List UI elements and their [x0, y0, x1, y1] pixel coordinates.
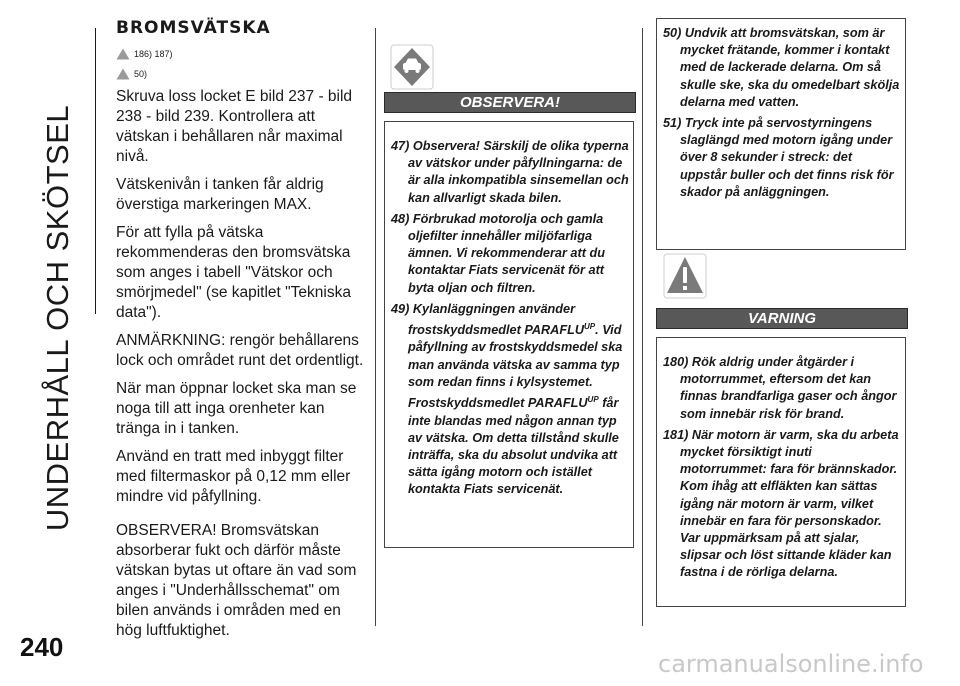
varning-box: [656, 337, 906, 607]
observera-item: 50) Undvik att bromsvätskan, som är mycket frätande, kommer i kontakt med de lackerade delarna. Om så skulle ske, ska du omedelbart skölja delarna med vatten.: [663, 26, 900, 109]
column-divider-1: [375, 28, 376, 626]
observera-item: 49) Kylanläggningen använder frostskyddsmedlet $PARAFLU^{UP}$. Vid påfyllning av frostskyddsmedel ska man använda vätska av samma typ som redan finns i kylsystemet. Frostskyddsmedlet $PARAFLU^{UP}$ får inte blandas med någon annan typ av vätska. Om detta tillstånd skulle inträffa, ska du absolut undvika att sätta igång motorn och istället kontakta Fiats servicenät.: [391, 301, 623, 497]
brake-fluid-section: [116, 18, 368, 649]
exclamation-warning-icon: [663, 253, 707, 304]
paragraph: Skruva loss locket E bild 237 - bild 238 - bild 239. Kontrollera att vätskan i behållaren når maximal nivå.: [116, 88, 353, 165]
observera-item: 48) Förbrukad motorolja och gamla oljefilter innehåller miljöfarliga ämnen. Vi rekommenderar att du kontaktar Fiats servicenät för att byta oljan och filtren.: [391, 211, 605, 295]
warning-ref-text: 186) 187): [134, 49, 173, 59]
paragraph: Använd en tratt med inbyggt filter med filtermaskor på 0,12 mm eller mindre vid påfyllning.: [116, 448, 351, 505]
note-ref-text: 50): [134, 69, 148, 79]
footer-watermark: carmanualsonline.info: [658, 650, 924, 678]
observera-continued-list: [657, 19, 905, 201]
paragraph: När man öppnar locket ska man se noga till att inga orenheter kan tränga in i tanken.: [116, 380, 357, 437]
varning-item: 180) Rök aldrig under åtgärder i motorrummet, eftersom det kan finnas brandfarliga gaser och ångor som innebär risk för brand.: [663, 355, 897, 421]
observera-continued-box: [656, 18, 906, 250]
varning-item: 181) När motorn är varm, ska du arbeta mycket försiktigt inuti motorrummet: fara för brännskador. Kom ihåg att elfläkten kan sättas igång när motorn är varm, vilket innebär en fara för personskador. Var uppmärksam på att sjalar, slipsar och löst sittande kläder kan fastna i de rörliga delarna.: [663, 427, 899, 580]
warning-ref: [116, 44, 368, 64]
observera-title-bar: OBSERVERA!: [384, 92, 636, 113]
paragraph: OBSERVERA! Bromsvätskan absorberar fukt och därför måste vätskan bytas ut oftare än vad som anges i "Underhållsschemat" om bilen används i områden med en hög luftfuktighet.: [116, 522, 357, 639]
page-number: 240: [20, 632, 64, 662]
side-rule: [95, 28, 96, 314]
warning-triangle-icon: [116, 68, 130, 80]
observera-box: [384, 121, 634, 548]
paragraph: Vätskenivån i tanken får aldrig överstiga markeringen MAX.: [116, 176, 324, 213]
note-ref: [116, 64, 368, 84]
varning-title-bar: VARNING: [656, 308, 908, 329]
paragraph: För att fylla på vätska rekommenderas den bromsvätska som anges i tabell "Vätskor och smörjmedel" (se kapitlet "Tekniska data").: [116, 224, 351, 321]
section-heading: BROMSVÄTSKA: [116, 18, 271, 38]
column-divider-2: [642, 28, 643, 626]
observera-item: 51) Tryck inte på servostyrningens slaglängd med motorn igång under över 8 sekunder i streck: det uppstår buller och det finns risk för skador på anläggningen.: [663, 116, 894, 199]
car-warning-icon: [390, 44, 434, 95]
side-title-text: UNDERHÅLL OCH SKÖTSEL: [40, 104, 75, 532]
observera-item: 47) Observera! Särskilj de olika typerna av vätskor under påfyllningarna: de är alla inkompatibla sinsemellan och kan allvarligt skada bilen.: [391, 139, 629, 205]
observera-list: [385, 122, 633, 499]
warning-triangle-icon: [116, 48, 130, 60]
paragraph: ANMÄRKNING: rengör behållarens lock och området runt det ordentligt.: [116, 332, 364, 369]
varning-list: [657, 338, 905, 582]
